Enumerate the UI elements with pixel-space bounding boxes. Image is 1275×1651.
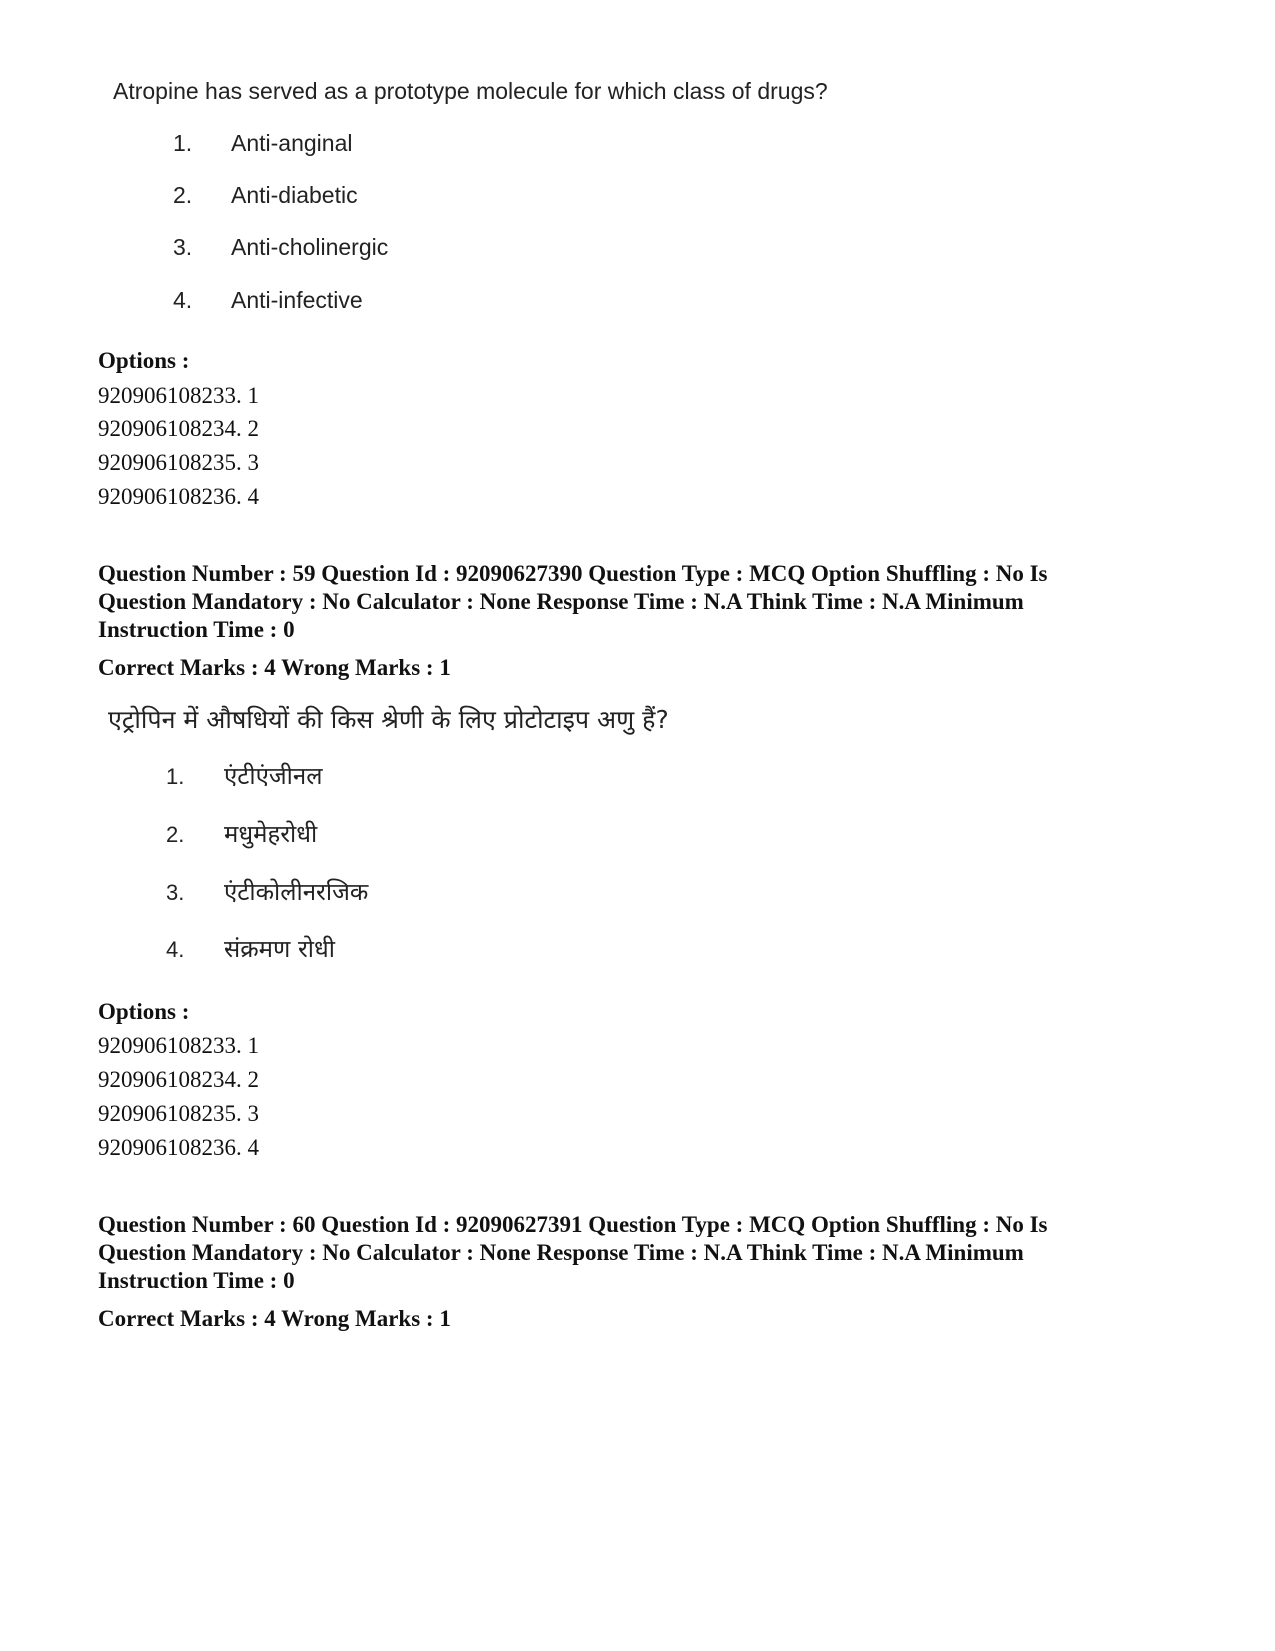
choice-text: मधुमेहरोधी	[224, 820, 318, 848]
question-meta	[98, 560, 1198, 644]
option-id-line: 920906108236. 4	[98, 1135, 259, 1160]
option-id-line: 920906108233. 1	[98, 383, 259, 408]
choice-text: एंटीएंजीनल	[224, 762, 323, 790]
meta-line: Question Mandatory : No Calculator : None Response Time : N.A Think Time : N.A Minimum	[98, 589, 1024, 614]
meta-line: Question Number : 59 Question Id : 92090627390 Question Type : MCQ Option Shuffling : No Is	[98, 561, 1048, 586]
question-meta	[98, 1211, 1198, 1295]
option-id-line: 920906108235. 3	[98, 1101, 259, 1126]
choice-number: 3.	[173, 234, 193, 260]
choice-number: 2.	[166, 822, 185, 847]
options-label: Options :	[98, 999, 190, 1024]
marks-line: Correct Marks : 4 Wrong Marks : 1	[98, 1306, 451, 1331]
option-id-line: 920906108234. 2	[98, 416, 259, 441]
choice-number: 1.	[166, 764, 185, 789]
question-text-hindi: एट्रोपिन में औषधियों की किस श्रेणी के लिए प्रोटोटाइप अणु हैं?	[108, 705, 669, 734]
choice-item	[173, 234, 388, 261]
choice-text: Anti-anginal	[231, 130, 353, 156]
choice-number: 1.	[173, 130, 193, 156]
meta-line: Instruction Time : 0	[98, 617, 295, 642]
choice-item	[166, 875, 368, 908]
question-text-english: Atropine has served as a prototype molecule for which class of drugs?	[113, 78, 828, 104]
choice-text: Anti-cholinergic	[231, 234, 389, 260]
choice-item	[173, 130, 352, 157]
options-label: Options :	[98, 348, 190, 373]
marks-line: Correct Marks : 4 Wrong Marks : 1	[98, 655, 451, 680]
choice-item	[173, 182, 358, 209]
choice-text: संक्रमण रोधी	[224, 935, 335, 963]
choice-number: 4.	[173, 287, 193, 313]
choice-number: 4.	[166, 937, 185, 962]
meta-line: Question Mandatory : No Calculator : None Response Time : N.A Think Time : N.A Minimum	[98, 1240, 1024, 1265]
choice-item	[166, 932, 335, 965]
choice-text: Anti-infective	[231, 287, 363, 313]
meta-line: Instruction Time : 0	[98, 1268, 295, 1293]
choice-number: 3.	[166, 880, 185, 905]
option-id-line: 920906108234. 2	[98, 1067, 259, 1092]
option-id-line: 920906108233. 1	[98, 1033, 259, 1058]
option-id-line: 920906108235. 3	[98, 450, 259, 475]
choice-text: एंटीकोलीनरजिक	[224, 878, 369, 906]
choice-item	[166, 817, 317, 850]
choice-text: Anti-diabetic	[231, 182, 358, 208]
choice-item	[173, 287, 363, 314]
meta-line: Question Number : 60 Question Id : 92090627391 Question Type : MCQ Option Shuffling : No Is	[98, 1212, 1048, 1237]
choice-item	[166, 759, 322, 792]
choice-number: 2.	[173, 182, 193, 208]
option-id-line: 920906108236. 4	[98, 484, 259, 509]
